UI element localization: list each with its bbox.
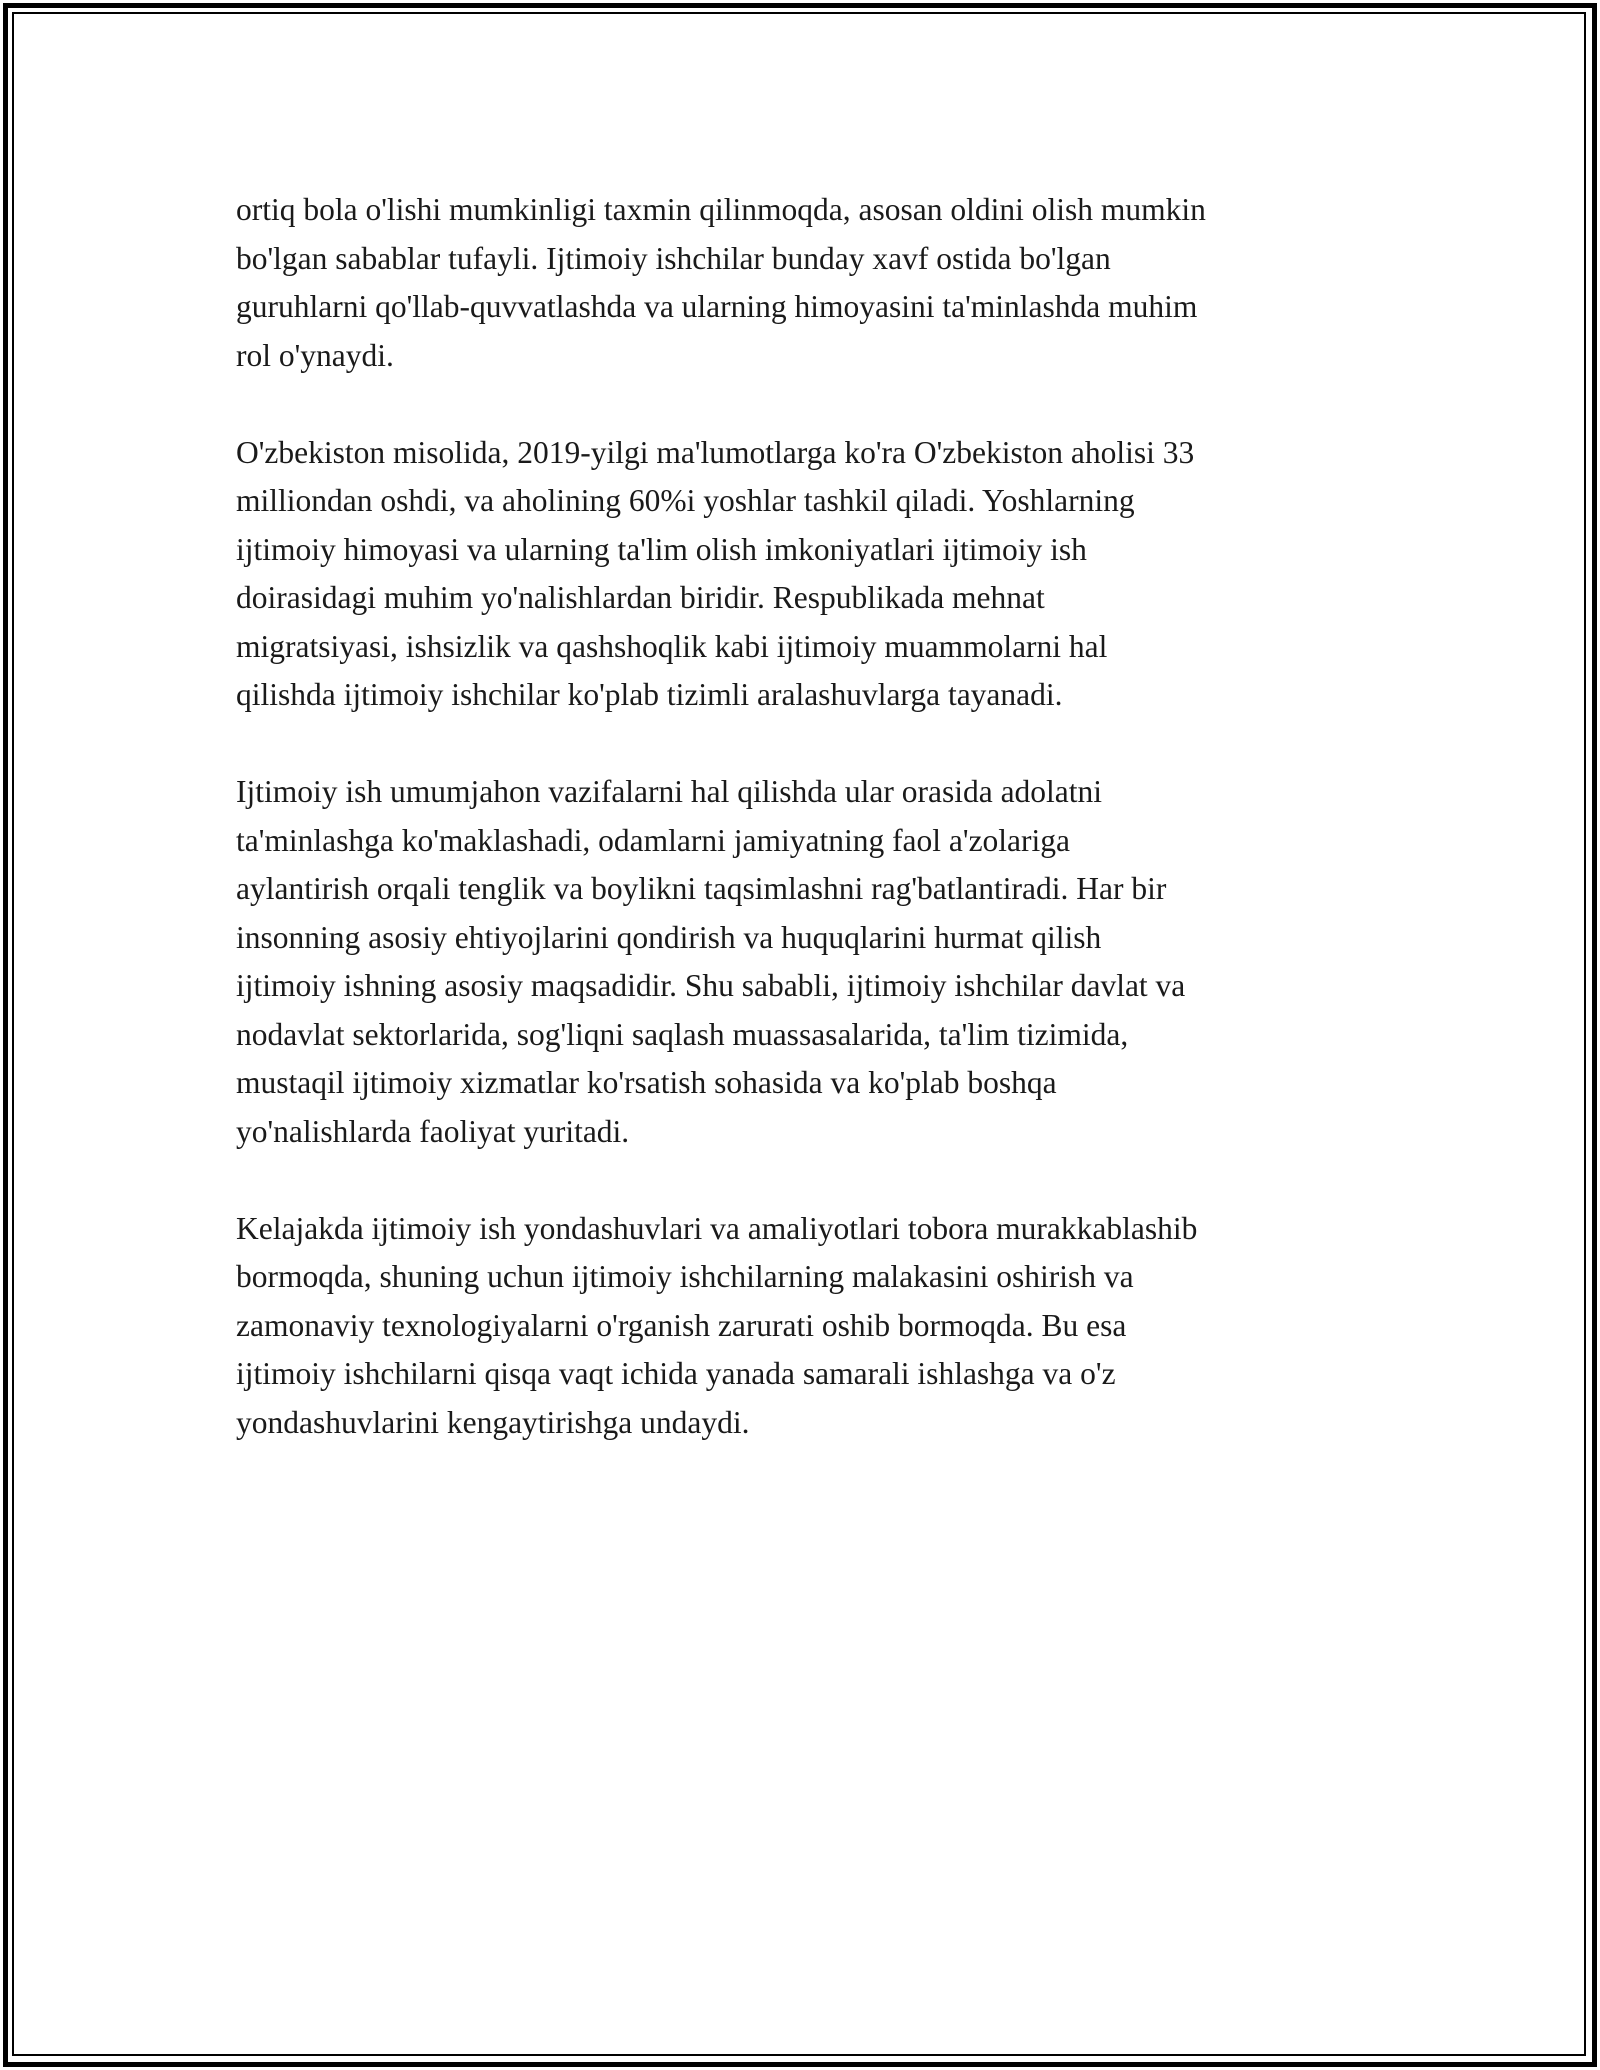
text-line: nodavlat sektorlarida, sog'liqni saqlash muassasalarida, ta'lim tizimida, (236, 1016, 1129, 1052)
text-line: migratsiyasi, ishsizlik va qashshoqlik kabi ijtimoiy muammolarni hal (236, 628, 1108, 664)
text-line: guruhlarni qo'llab-quvvatlashda va ularning himoyasini ta'minlashda muhim (236, 289, 1198, 324)
text-line: ortiq bola o'lishi mumkinligi taxmin qilinmoqda, asosan oldini olish mumkin (236, 192, 1206, 227)
paragraph-3 (236, 768, 1376, 1156)
text-line: milliondan oshdi, va aholining 60%i yoshlar tashkil qiladi. Yoshlarning (236, 483, 1135, 518)
text-line: ta'minlashga ko'maklashadi, odamlarni jamiyatning faol a'zolariga (236, 822, 1071, 858)
text-line: bormoqda, shuning uchun ijtimoiy ishchilarning malakasini oshirish va (236, 1259, 1134, 1294)
text-line: zamonaviy texnologiyalarni o'rganish zarurati oshib bormoqda. Bu esa (236, 1307, 1127, 1343)
text-line: ijtimoiy ishning asosiy maqsadidir. Shu sababli, ijtimoiy ishchilar davlat va (236, 968, 1186, 1003)
paragraph-1 (236, 186, 1376, 380)
text-line: Kelajakda ijtimoiy ish yondashuvlari va amaliyotlari tobora murakkablashib (236, 1210, 1198, 1246)
text-line: bo'lgan sabablar tufayli. Ijtimoiy ishchilar bunday xavf ostida bo'lgan (236, 240, 1111, 276)
text-line: qilishda ijtimoiy ishchilar ko'plab tizimli aralashuvlarga tayanadi. (236, 677, 1063, 712)
text-line: ijtimoiy himoyasi va ularning ta'lim olish imkoniyatlari ijtimoiy ish (236, 531, 1087, 567)
text-line: insonning asosiy ehtiyojlarini qondirish va huquqlarini hurmat qilish (236, 919, 1102, 955)
text-line: O'zbekiston misolida, 2019-yilgi ma'lumotlarga ko'ra O'zbekiston aholisi 33 (236, 434, 1195, 470)
text-line: ijtimoiy ishchilarni qisqa vaqt ichida yanada samarali ishlashga va o'z (236, 1356, 1116, 1391)
text-line: yondashuvlarini kengaytirishga undaydi. (236, 1404, 750, 1440)
document-body (236, 186, 1376, 1496)
paragraph-4 (236, 1205, 1376, 1448)
text-line: Ijtimoiy ish umumjahon vazifalarni hal qilishda ular orasida adolatni (236, 774, 1103, 809)
text-line: mustaqil ijtimoiy xizmatlar ko'rsatish sohasida va ko'plab boshqa (236, 1065, 1057, 1100)
text-line: rol o'ynaydi. (236, 337, 394, 373)
text-line: yo'nalishlarda faoliyat yuritadi. (236, 1113, 630, 1149)
paragraph-2 (236, 429, 1376, 720)
text-line: doirasidagi muhim yo'nalishlardan biridir. Respublikada mehnat (236, 580, 1045, 615)
text-line: aylantirish orqali tenglik va boylikni taqsimlashni rag'batlantiradi. Har bir (236, 871, 1167, 906)
